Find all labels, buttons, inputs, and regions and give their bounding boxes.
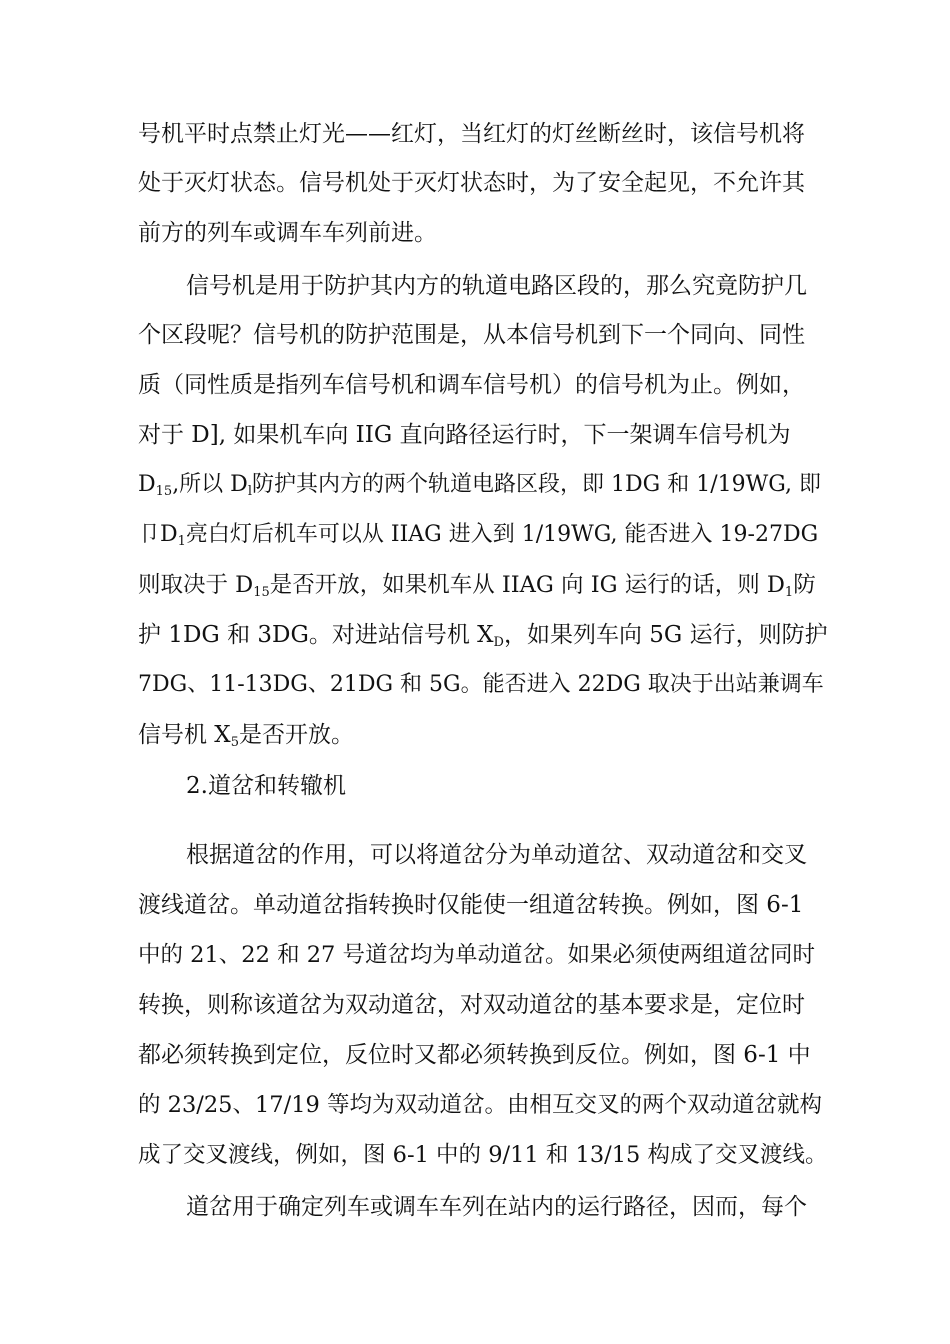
text-run: D (138, 472, 156, 497)
section-heading: 2.道岔和转辙机 (186, 773, 346, 799)
text-run: 卩D (138, 522, 178, 547)
text-line: 的 23/25、17/19 等均为双动道岔。由相互交叉的两个双动道岔就构 (138, 1092, 822, 1118)
text-run: ,所以 D (172, 472, 248, 497)
text-line: 质（同性质是指列车信号机和调车信号机）的信号机为止。例如， (138, 372, 805, 398)
text-run: 是否开放。 (238, 722, 354, 748)
text-run: 7DG、11-13DG、21DG 和 5G。能否进入 22DG 取决于出站兼调车 (138, 672, 824, 697)
text-line: 转换，则称该道岔为双动道岔，对双动道岔的基本要求是，定位时 (138, 992, 805, 1018)
text-line (138, 522, 819, 549)
text-line: 前方的列车或调车车列前进。 (138, 220, 437, 246)
text-run: 是否开放，如果机车从 IIAG 向 IG 运行的话，则 D (269, 572, 785, 598)
text-line: 处于灭灯状态。信号机处于灭灯状态时，为了安全起见，不允许其 (138, 170, 805, 196)
text-run: 亮白灯后机车可以从 IIAG 进入到 1/19WG, 能否进入 19-27DG (185, 522, 819, 547)
text-line (138, 622, 828, 650)
text-run: 防 (793, 572, 816, 598)
subscript: 15 (155, 484, 173, 499)
subscript: 15 (253, 585, 270, 600)
text-run: 信号机 X (138, 722, 231, 748)
text-line: 根据道岔的作用，可以将道岔分为单动道岔、双动道岔和交叉 (186, 842, 807, 868)
subscript: 1 (177, 534, 186, 549)
text-line: 信号机是用于防护其内方的轨道电路区段的，那么究竟防护几 (186, 273, 807, 299)
text-run: 则取决于 D (138, 572, 254, 598)
text-run: ，如果列车向 5G 运行，则防护 (503, 622, 828, 648)
text-line: 道岔用于确定列车或调车车列在站内的运行路径，因而，每个 (186, 1194, 807, 1220)
text-line: 个区段呢？信号机的防护范围是，从本信号机到下一个同向、同性 (138, 322, 805, 348)
text-line (138, 572, 816, 600)
text-line (138, 722, 354, 750)
text-line: 渡线道岔。单动道岔指转换时仅能使一组道岔转换。例如，图 6-1 (138, 892, 804, 918)
text-line: 成了交叉渡线，例如，图 6-1 中的 9/11 和 13/15 构成了交叉渡线。 (138, 1142, 828, 1168)
subscript: 1 (784, 585, 794, 600)
text-line (138, 472, 821, 499)
text-line: 中的 21、22 和 27 号道岔均为单动道岔。如果必须使两组道岔同时 (138, 942, 816, 968)
text-line: 对于 D], 如果机车向 IIG 直向路径运行时，下一架调车信号机为 (138, 422, 791, 448)
subscript: D (493, 635, 504, 650)
text-run: 防护其内方的两个轨道电路区段，即 1DG 和 1/19WG, 即 (252, 472, 821, 497)
text-line: 都必须转换到定位，反位时又都必须转换到反位。例如，图 6-1 中 (138, 1042, 811, 1068)
subscript: 5 (230, 735, 239, 750)
text-line: 号机平时点禁止灯光——红灯，当红灯的灯丝断丝时，该信号机将 (138, 121, 805, 147)
subscript: l (247, 484, 252, 499)
text-line (138, 674, 824, 696)
text-run: 护 1DG 和 3DG。对进站信号机 X (138, 622, 494, 648)
